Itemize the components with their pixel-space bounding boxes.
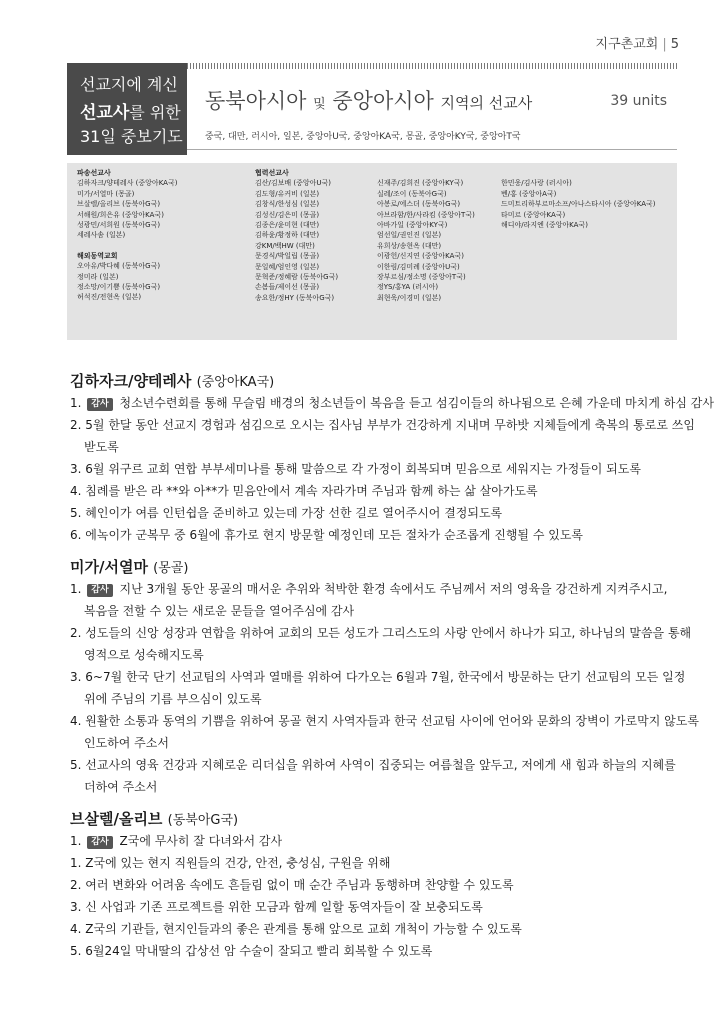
missionary-entry: 성광민/서희원 (동북아G국) [77, 220, 161, 229]
missionary-list-box [67, 163, 677, 340]
prayer-item-text: 에녹이가 군복무 중 6월에 휴가로 현지 방문할 예정인데 모든 절차가 순조롭게 진행될 수 있도록 [85, 528, 584, 542]
region-title-tail: 지역의 선교사 [440, 94, 533, 112]
prayer-item-number: 2. [70, 626, 82, 640]
prayer-item [70, 502, 680, 524]
missionary-entry: 이광헌/신지연 (중앙아KA국) [377, 252, 464, 261]
missionary-entry: 아바가일 (중앙아KY국) [377, 220, 448, 229]
prayer-item [70, 480, 680, 502]
missionary-entry: 오아유/박다혜 (동북아G국) [77, 262, 161, 271]
banner-label-box [67, 63, 187, 155]
prayer-item-continuation [70, 644, 680, 666]
missionary-column-3 [377, 168, 475, 303]
missionary-name-heading [70, 556, 680, 578]
missionary-entry: 미가/서열마 (몽골) [77, 189, 135, 198]
prayer-section [70, 556, 699, 798]
prayer-item-text: 혜인이가 여름 인턴쉽을 준비하고 있는데 가장 선한 길로 열어주시어 결정되도록 [85, 506, 503, 520]
missionary-entry: 문혁준/정혜람 (동북아G국) [255, 272, 339, 281]
thanks-badge: 감사 [87, 398, 112, 411]
prayer-item-text: Z국에 있는 현지 직원들의 건강, 안전, 충성심, 구원을 위해 [85, 856, 391, 870]
missionary-entry: 최현욱/이경미 (일본) [377, 293, 442, 302]
missionary-entry: 세레사솜 (일본) [77, 231, 126, 240]
prayer-item-text: 5월 한달 동안 선교지 경험과 섬김으로 오시는 집사님 부부가 건강하게 지내며 무하밧 지체들에게 축복의 통로로 쓰임 [85, 418, 695, 432]
prayer-item-text: 선교사의 영육 건강과 지혜로운 리더십을 위하여 사역이 집중되는 여름철을 앞두고, 저에게 새 힘과 하늘의 지혜를 [85, 758, 676, 772]
prayer-item-number: 1. [70, 396, 82, 410]
missionary-entry: 김도형/유커비 (일본) [255, 189, 320, 198]
banner-title-area [187, 63, 677, 155]
prayer-item-text: 청소년수련회를 통해 무슬림 배경의 청소년들이 복음을 듣고 섬김이들의 하나됨으로 은혜 가운데 마치게 하심 감사 [119, 396, 714, 410]
prayer-item-number: 6. [70, 528, 82, 542]
prayer-item [70, 458, 680, 480]
prayer-item-number: 5. [70, 944, 82, 958]
prayer-item-continuation [70, 600, 680, 622]
prayer-item-continuation [70, 436, 680, 458]
prayer-item-number: 4. [70, 484, 82, 498]
prayer-item-text: 여러 변화와 어려움 속에도 흔들림 없이 매 순간 주님과 동행하며 찬양할 수 있도록 [85, 878, 514, 892]
missionary-entry: 김종은/윤미현 (대만) [255, 220, 320, 229]
missionary-name: 브살렐/올리브 [70, 810, 163, 828]
missionary-entry: 브살렐/올리브 (동북아G국) [77, 200, 161, 209]
missionary-entry: 김하자크/양테레사 (중앙아KA국) [77, 179, 178, 188]
header-separator: | [662, 37, 667, 52]
missionary-entry: 장부르심/정소명 (중앙아T국) [377, 272, 466, 281]
missionary-entry: 유희상/송현옥 (대만) [377, 241, 442, 250]
prayer-item-text: 6월 위구르 교회 연합 부부세미나를 통해 말씀으로 각 가정이 회복되며 믿음으로 세워지는 가정들이 되도록 [85, 462, 641, 476]
banner-label-rest: 를 위한 [129, 103, 181, 122]
book-title: 지구촌교회 [595, 37, 659, 52]
prayer-item-continuation [70, 776, 680, 798]
missionary-entry: 정미라 (일본) [77, 272, 119, 281]
missionary-column-4 [501, 168, 656, 230]
missionary-entry: 엄선일/권인진 (일본) [377, 231, 442, 240]
page-header [596, 33, 679, 52]
missionary-entry: 실레/조이 (동북아G국) [377, 189, 447, 198]
prayer-item-text: 지난 3개월 동안 몽골의 매서운 추위와 척박한 환경 속에서도 주님께서 저의 영육을 강건하게 지켜주시고, [119, 582, 668, 596]
region-title-part2: 중앙아시아 [332, 89, 434, 113]
missionary-entry: 서해원/희은유 (중앙아KA국) [77, 210, 164, 219]
missionary-entry: 김산/김보배 (중앙아U국) [255, 179, 332, 188]
prayer-item-text: 신 사업과 기존 프로젝트를 위한 모금과 함께 일할 동역자들이 잘 보충되도록 [85, 900, 483, 914]
missionary-spacer [77, 241, 177, 251]
page-number: 5 [670, 37, 679, 52]
country-list: 중국, 대만, 러시아, 일본, 중앙아U국, 중앙아KA국, 몽골, 중앙아KY국, 중앙아T국 [205, 132, 521, 142]
missionary-name-heading [70, 808, 680, 830]
prayer-item-text: 더하여 주소서 [84, 780, 158, 794]
missionary-name: 김하자크/양테레사 [70, 372, 192, 390]
region-banner [67, 63, 677, 155]
missionary-entry: 드미트리하부르마소프/아나스타시아 (중앙아KA국) [501, 200, 656, 209]
prayer-item-number: 2. [70, 878, 82, 892]
prayer-item [70, 524, 680, 546]
prayer-item [70, 414, 695, 436]
missionary-entry: 해디야/라지엔 (중앙아KA국) [501, 220, 588, 229]
missionary-entry: 허석진/전현옥 (일본) [77, 293, 142, 302]
prayer-item-number: 4. [70, 714, 82, 728]
missionary-column-2 [255, 168, 338, 303]
prayer-item [70, 874, 680, 896]
prayer-item [70, 710, 699, 732]
missionary-entry: 김성신/김은미 (몽골) [255, 210, 320, 219]
thanks-badge: 감사 [87, 836, 112, 849]
prayer-item-text: 위에 주님의 기름 부으심이 있도록 [84, 692, 262, 706]
missionary-group-heading: 협력선교사 [255, 169, 289, 177]
missionary-entry: 정소망/이기쁨 (동북아G국) [77, 282, 161, 291]
prayer-item-number: 1. [70, 582, 82, 596]
prayer-item-number: 1. [70, 856, 82, 870]
prayer-item-continuation [70, 732, 680, 754]
prayer-item-text: 영적으로 성숙해지도록 [84, 648, 204, 662]
missionary-group-heading [377, 168, 475, 178]
missionary-group-heading: 해외동역교회 [77, 251, 118, 260]
banner-divider [187, 149, 677, 150]
prayer-item-number: 3. [70, 900, 82, 914]
banner-hatch-decoration [187, 63, 677, 69]
prayer-item [70, 578, 680, 600]
region-title [205, 85, 532, 115]
prayer-item-number: 3. [70, 670, 82, 684]
prayer-item-text: 인도하여 주소서 [84, 736, 169, 750]
prayer-item-text: Z국의 기관들, 현지인들과의 좋은 관계를 통해 앞으로 교회 개척이 가능할 수 있도록 [85, 922, 522, 936]
missionary-entry: 벤/홍 (중앙아A국) [501, 189, 557, 198]
missionary-name-heading [70, 370, 680, 392]
banner-label-bold: 선교사 [80, 103, 130, 123]
missionary-entry: 아브라함/한/사라킴 (중앙아T국) [377, 210, 475, 219]
prayer-item [70, 754, 680, 776]
prayer-item [70, 896, 680, 918]
missionary-entry: 타미르 (중앙아KA국) [501, 210, 566, 219]
units-count: 39 units [610, 93, 667, 109]
banner-label-line2 [80, 98, 181, 123]
missionary-entry: 문일혜/엄인영 (일본) [255, 262, 320, 271]
prayer-item-text: 성도들의 신앙 성장과 연합을 위하여 교회의 모든 성도가 그리스도의 사랑 안에서 하나가 되고, 하나님의 말씀을 통해 [85, 626, 692, 640]
prayer-item-number: 2. [70, 418, 82, 432]
prayer-item-text: 침례를 받은 라 **와 아**가 믿음안에서 계속 자라가며 주님과 함께 하는 삶 살아가도록 [85, 484, 538, 498]
missionary-entry: 정YS/홍YA (러시아) [377, 283, 439, 292]
missionary-country: (중앙아KA국) [196, 375, 275, 390]
banner-label-line3: 31일 중보기도 [80, 127, 183, 146]
prayer-item-continuation [70, 688, 680, 710]
missionary-entry: 이한림/김미례 (중앙아U국) [377, 262, 460, 271]
prayer-item-number: 4. [70, 922, 82, 936]
missionary-entry: 아봉로/에스더 (동북아G국) [377, 200, 461, 209]
missionary-entry: 문경식/박일립 (몽골) [255, 252, 320, 261]
prayer-section [70, 808, 680, 962]
prayer-item-text: 6~7월 한국 단기 선교팀의 사역과 열매를 위하여 다가오는 6월과 7월, 한국에서 방문하는 단기 선교팀의 모든 일정 [85, 670, 686, 684]
prayer-item-number: 1. [70, 834, 82, 848]
missionary-entry: 강KM/백HW (대만) [255, 241, 315, 250]
banner-label-line1: 선교지에 계신 [80, 75, 178, 94]
prayer-item-text: 복음을 전할 수 있는 새로운 문들을 열어주심에 감사 [84, 604, 355, 618]
region-title-part1: 동북아시아 [205, 89, 307, 113]
prayer-item [70, 852, 680, 874]
missionary-country: (동북아G국) [167, 813, 239, 828]
prayer-section [70, 370, 714, 546]
prayer-item-number: 5. [70, 506, 82, 520]
prayer-item [70, 622, 692, 644]
prayer-item-number: 5. [70, 758, 82, 772]
prayer-item-text: 받도록 [84, 440, 119, 454]
missionary-name: 미가/서열마 [70, 558, 148, 576]
prayer-item-text: 원활한 소통과 동역의 기쁨을 위하여 몽골 현지 사역자들과 한국 선교팀 사이에 언어와 문화의 장벽이 가로막지 않도록 [85, 714, 699, 728]
prayer-item [70, 940, 680, 962]
missionary-entry: 신재주/김희진 (중앙아KY국) [377, 179, 464, 188]
prayer-item-text: Z국에 무사히 잘 다녀와서 감사 [119, 834, 283, 848]
region-title-conj: 및 [313, 97, 326, 112]
missionary-country: (몽골) [153, 561, 189, 576]
thanks-badge: 감사 [87, 584, 112, 597]
missionary-group-heading: 파송선교사 [77, 169, 111, 177]
missionary-entry: 김창식/한성심 (일본) [255, 200, 320, 209]
missionary-group-heading [501, 168, 656, 178]
prayer-item [70, 666, 686, 688]
missionary-entry: 한민웅/김사랑 (러시아) [501, 179, 572, 188]
prayer-item-text: 6월24일 막내딸의 갑상선 암 수술이 잘되고 빨리 회복할 수 있도록 [85, 944, 433, 958]
prayer-item [70, 392, 714, 414]
missionary-entry: 김하윤/황정하 (대만) [255, 231, 320, 240]
missionary-column-1 [77, 168, 177, 303]
prayer-item-number: 3. [70, 462, 82, 476]
missionary-entry: 송요한/정HY (동북아G국) [255, 293, 335, 302]
prayer-item [70, 830, 680, 852]
prayer-item [70, 918, 680, 940]
missionary-entry: 손봄들/제이선 (몽골) [255, 283, 320, 292]
